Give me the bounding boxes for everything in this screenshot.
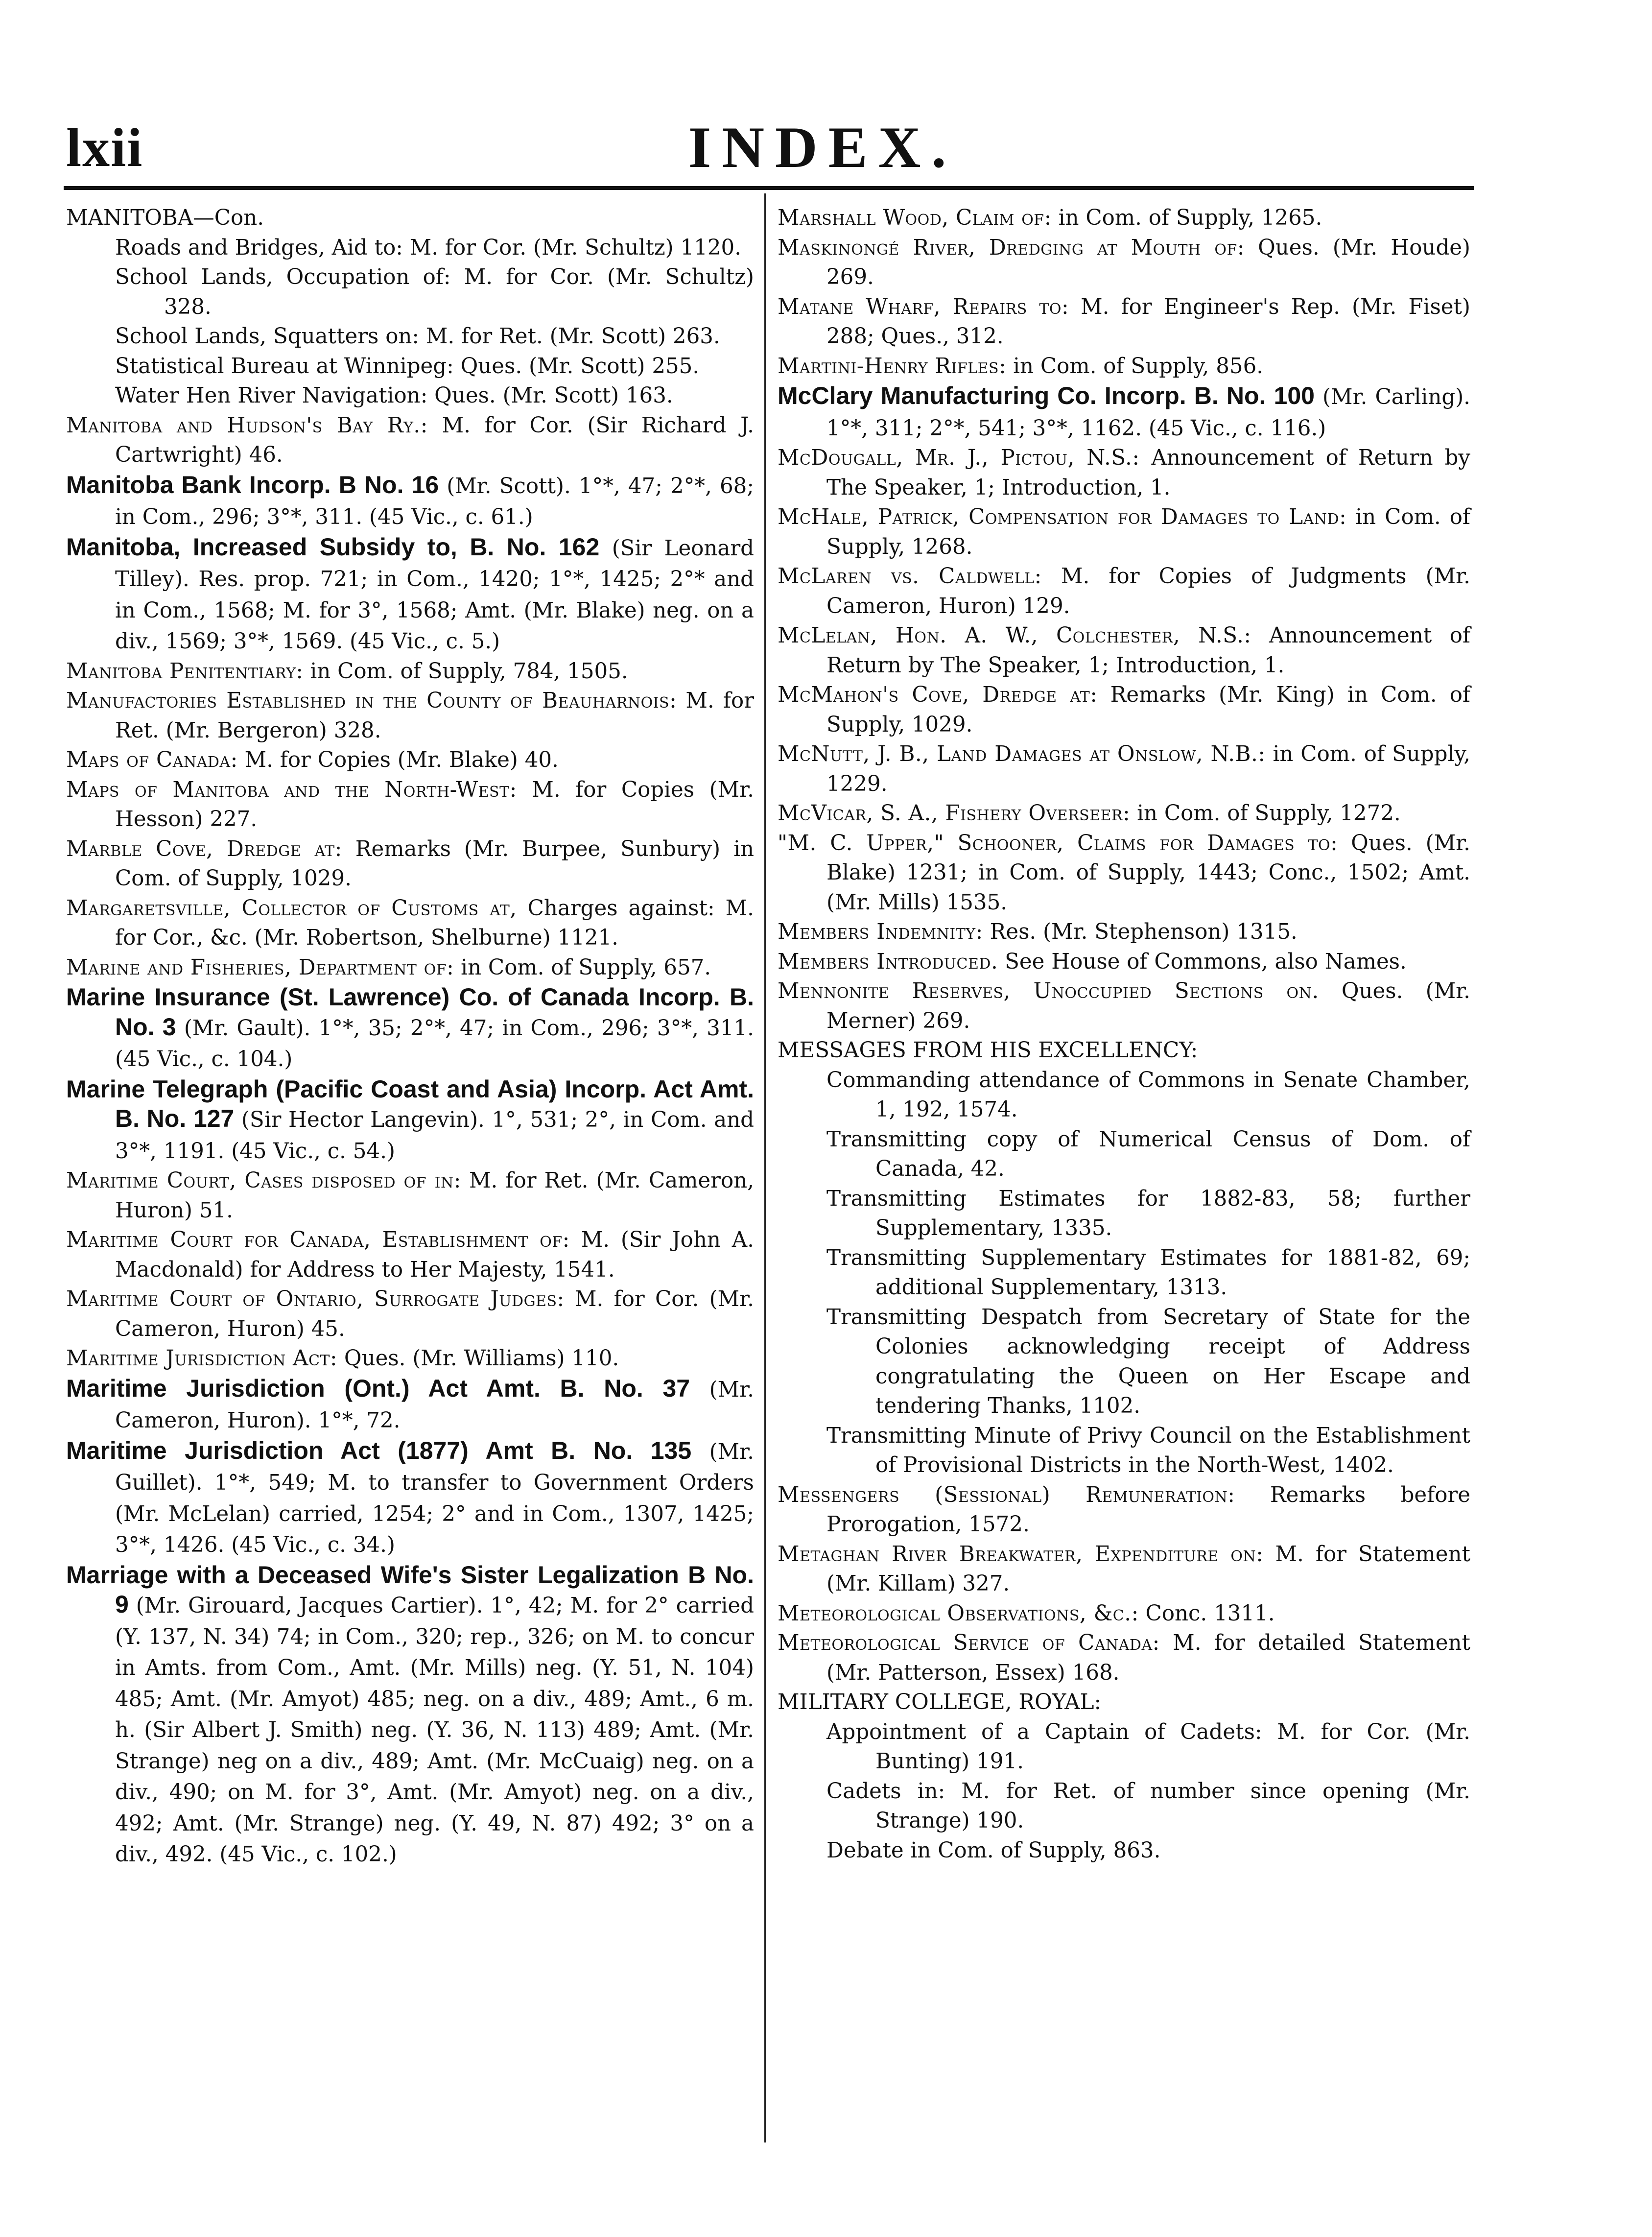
entry-text: M. for Copies (Mr. Blake) 40. (237, 748, 559, 772)
entry-text: M. (Sir John A. Macdonald) for Address to Her Majesty, 1541. (115, 1228, 754, 1282)
entry-heading: "M. C. Upper," Schooner, Claims for Damages to: (778, 831, 1338, 856)
entry-text: M. for Cor. (Mr. Cameron, Huron) 45. (115, 1287, 754, 1341)
entry-text: Transmitting Supplementary Estimates for 1881-82, 69; additional Supplementary, 1313. (826, 1245, 1470, 1300)
entry-heading: Martini-Henry Rifles: (778, 354, 1007, 379)
entry-text: Remarks (Mr. Burpee, Sunbury) in Com. of Supply, 1029. (115, 836, 755, 891)
entry-heading: McLaren vs. Caldwell: (778, 564, 1042, 589)
index-entry (66, 1074, 754, 1166)
entry-text: (Mr. Guillet). 1°*, 549; M. to transfer to Government Orders (Mr. McLelan) carried, 1254; 2° and in Com., 1307, 1425; 3°*, 1426. (45 Vic., c. 34.) (115, 1439, 754, 1557)
right-column (778, 203, 1470, 1865)
entry-heading: Maritime Jurisdiction Act: (66, 1346, 338, 1371)
index-entry (778, 1688, 1470, 1717)
index-entry (778, 680, 1470, 739)
entry-heading: Marriage with a Deceased Wife's Sister Legalization B No. 9 (66, 1561, 754, 1618)
entry-text: Announcement of Return by The Speaker, 1; Introduction, 1. (826, 446, 1470, 500)
index-entry (66, 470, 754, 532)
entry-heading: Matane Wharf, Repairs to: (778, 294, 1069, 319)
index-entry (66, 352, 754, 381)
left-column (66, 203, 754, 1870)
entry-heading: Members Indemnity: (778, 920, 983, 944)
entry-heading: Mennonite Reserves, Unoccupied Sections on. (778, 979, 1319, 1003)
index-entry (66, 1560, 754, 1870)
entry-text: Ques. (Mr. Merner) 269. (826, 979, 1470, 1033)
entry-heading: Maritime Court, Cases disposed of in: (66, 1168, 461, 1193)
entry-heading: Manitoba, Increased Subsidy to, B. No. 162 (66, 533, 600, 561)
entry-text: Charges against: M. for Cor., &c. (Mr. Robertson, Shelburne) 1121. (115, 896, 754, 950)
index-entry (778, 443, 1470, 502)
index-entry (778, 1836, 1470, 1866)
index-entry (66, 745, 754, 775)
entry-text: (Sir Leonard Tilley). Res. prop. 721; in Com., 1420; 1°*, 1425; 2°* and in Com., 1568; M. for 3°, 1568; Amt. (Mr. Blake) neg. on a div., 1569; 3°*, 1569. (45 Vic., c. 5.) (115, 536, 754, 654)
entry-text: (Mr. Gault). 1°*, 35; 2°*, 47; in Com., 296; 3°*, 311. (45 Vic., c. 104.) (115, 1016, 754, 1071)
index-entry (66, 982, 754, 1074)
index-entry (778, 621, 1470, 680)
index-entry (66, 953, 754, 983)
index-entry (778, 1540, 1470, 1599)
entry-text: School Lands, Squatters on: M. for Ret. (Mr. Scott) 263. (115, 324, 720, 349)
entry-heading: McVicar, S. A., Fishery Overseer: (778, 801, 1131, 826)
entry-heading: Marshall Wood, Claim of: (778, 206, 1052, 230)
entry-text: M. for Copies of Judgments (Mr. Cameron, Huron) 129. (826, 564, 1470, 619)
entry-heading: McDougall, Mr. J., Pictou, N.S.: (778, 446, 1140, 470)
index-entry (66, 532, 754, 657)
index-entry (778, 1036, 1470, 1066)
entry-text: in Com. of Supply, 856. (1006, 354, 1264, 379)
index-entry (778, 947, 1470, 977)
entry-heading: Manitoba Bank Incorp. B No. 16 (66, 471, 439, 499)
index-entry (66, 657, 754, 687)
index-entry (778, 1777, 1470, 1836)
entry-text: in Com. of Supply, 1268. (826, 505, 1471, 559)
entry-heading: Maritime Jurisdiction Act (1877) Amt B. No. 135 (66, 1436, 692, 1464)
entry-text: M. for Cor. (Sir Richard J. Cartwright) 46. (115, 413, 754, 467)
index-entry (778, 829, 1470, 918)
index-entry (778, 233, 1470, 292)
index-entry (66, 1285, 754, 1344)
entry-text: Transmitting Despatch from Secretary of State for the Colonies acknowledging receipt of Address congratulating the Queen on Her Escape and tendering Thanks, 1102. (826, 1305, 1470, 1418)
index-entry (778, 799, 1470, 829)
entry-heading: Meteorological Observations, &c.: (778, 1601, 1139, 1626)
index-entry (66, 1374, 754, 1436)
entry-heading: Manitoba Penitentiary: (66, 659, 304, 684)
index-entry (778, 1125, 1470, 1184)
entry-text: (Mr. Carling). 1°*, 311; 2°*, 541; 3°*, 1162. (45 Vic., c. 116.) (826, 385, 1470, 441)
index-entry (66, 322, 754, 352)
index-entry (778, 502, 1470, 562)
entry-heading: Maps of Canada: (66, 748, 238, 772)
index-entry (778, 917, 1470, 947)
entry-heading: Marble Cove, Dredge at: (66, 836, 342, 861)
entry-text: Statistical Bureau at Winnipeg: Ques. (Mr. Scott) 255. (115, 354, 700, 379)
index-entry (66, 1344, 754, 1374)
index-entry (778, 381, 1470, 443)
entry-text: Remarks before Prorogation, 1572. (826, 1482, 1470, 1537)
index-entry (66, 203, 754, 233)
entry-heading: Maskinongé River, Dredging at Mouth of: (778, 235, 1245, 260)
entry-text: Announcement of Return by The Speaker, 1; Introduction, 1. (826, 623, 1470, 678)
index-entry (778, 976, 1470, 1036)
header-rule (64, 186, 1474, 190)
entry-heading: McHale, Patrick, Compensation for Damages to Land: (778, 505, 1347, 529)
entry-text: M. for Ret. (Mr. Cameron, Huron) 51. (115, 1168, 754, 1223)
entry-text: M. for detailed Statement (Mr. Patterson, Essex) 168. (826, 1631, 1471, 1685)
entry-heading: Manufactories Established in the County of Beauharnois: (66, 689, 677, 713)
column-divider (764, 193, 766, 2142)
entry-heading: Marine Telegraph (Pacific Coast and Asia) Incorp. Act Amt. B. No. 127 (66, 1075, 754, 1132)
entry-heading: Messengers (Sessional) Remuneration: (778, 1482, 1235, 1507)
index-entry (778, 1628, 1470, 1688)
index-entry (66, 894, 754, 953)
entry-text: in Com. of Supply, 1265. (1051, 206, 1322, 230)
entry-text: in Com. of Supply, 1272. (1130, 801, 1401, 826)
entry-text: Water Hen River Navigation: Ques. (Mr. Scott) 163. (115, 383, 673, 408)
entry-text: (Mr. Scott). 1°*, 47; 2°*, 68; in Com., 296; 3°*, 311. (45 Vic., c. 61.) (115, 474, 755, 529)
index-entry (778, 1303, 1470, 1421)
index-entry (778, 1480, 1470, 1540)
entry-text: in Com. of Supply, 657. (454, 955, 711, 980)
entry-text: in Com. of Supply, 784, 1505. (303, 659, 628, 684)
entry-text: School Lands, Occupation of: M. for Cor. (Mr. Schultz) 328. (115, 265, 754, 319)
index-entry (778, 1066, 1470, 1125)
index-entry (66, 1225, 754, 1285)
index-entry (778, 1421, 1470, 1480)
index-entry (66, 1166, 754, 1225)
index-entry (778, 292, 1470, 352)
index-entry (778, 739, 1470, 799)
entry-text: Transmitting Estimates for 1882-83, 58; further Supplementary, 1335. (826, 1186, 1470, 1240)
entry-text: Ques. (Mr. Williams) 110. (337, 1346, 619, 1371)
page-number: lxii (66, 118, 143, 178)
entry-text: in Com. of Supply, 1229. (826, 742, 1470, 796)
entry-text: Transmitting copy of Numerical Census of Dom. of Canada, 42. (826, 1127, 1470, 1181)
entry-text: Debate in Com. of Supply, 863. (826, 1838, 1161, 1863)
index-entry (66, 775, 754, 834)
entry-text: Cadets in: M. for Ret. of number since opening (Mr. Strange) 190. (826, 1779, 1470, 1833)
entry-heading: Marine and Fisheries, Department of: (66, 955, 454, 980)
entry-heading: Maritime Court for Canada, Establishment of: (66, 1228, 570, 1252)
entry-text: M. for Statement (Mr. Killam) 327. (826, 1542, 1470, 1596)
entry-heading: Metaghan River Breakwater, Expenditure on: (778, 1542, 1264, 1567)
index-entry (66, 262, 754, 322)
entry-text: Ques. (Mr. Houde) 269. (826, 235, 1471, 289)
entry-text: M. for Engineer's Rep. (Mr. Fiset) 288; Ques., 312. (826, 294, 1470, 349)
entry-text: (Sir Hector Langevin). 1°, 531; 2°, in Com. and 3°*, 1191. (45 Vic., c. 54.) (115, 1108, 755, 1164)
index-entry (66, 381, 754, 411)
entry-text: Appointment of a Captain of Cadets: M. for Cor. (Mr. Bunting) 191. (826, 1719, 1470, 1774)
entry-heading: McNutt, J. B., Land Damages at Onslow, N.B.: (778, 742, 1266, 766)
index-entry (778, 1243, 1470, 1303)
index-entry (66, 686, 754, 745)
entry-text: (Mr. Girouard, Jacques Cartier). 1°, 42; M. for 2° carried (Y. 137, N. 34) 74; in Com., 320; rep., 326; on M. to concur in Amts. from Com., Amt. (Mr. Mills) neg. (Y. 51, N. 104) 485; Amt. (Mr. Amyot) 485; neg. on a div., 489; Amt., 6 m. h. (Sir Albert J. Smith) neg. (Y. 36, N. 113) 489; Amt. (Mr. Strange) neg on a div., 489; Amt. (Mr. McCuaig) neg. on a div., 490; on M. for 3°, Amt. (Mr. Amyot) neg. on a div., 492; Amt. (Mr. Strange) neg. (Y. 49, N. 87) 492; 3° on a div., 492. (45 Vic., c. 102.) (115, 1594, 754, 1867)
page-title: INDEX. (688, 115, 957, 180)
entry-heading: MILITARY COLLEGE, ROYAL: (778, 1690, 1102, 1714)
entry-text: Conc. 1311. (1138, 1601, 1275, 1626)
index-entry (66, 834, 754, 894)
entry-heading: Maritime Jurisdiction (Ont.) Act Amt. B. No. 37 (66, 1374, 690, 1402)
entry-text: M. for Ret. (Mr. Bergeron) 328. (115, 689, 754, 743)
index-entry (778, 1599, 1470, 1629)
entry-text: Transmitting Minute of Privy Council on the Establishment of Provisional Districts in the North-West, 1402. (826, 1423, 1470, 1477)
entry-text: See House of Commons, also Names. (998, 949, 1407, 974)
entry-text: (Mr. Cameron, Huron). 1°*, 72. (115, 1377, 754, 1433)
entry-text: M. for Copies (Mr. Hesson) 227. (115, 777, 755, 832)
entry-heading: McMahon's Cove, Dredge at: (778, 683, 1098, 707)
entry-heading: Maritime Court of Ontario, Surrogate Judges: (66, 1287, 565, 1311)
index-entry (66, 233, 754, 263)
entry-heading: Meteorological Service of Canada: (778, 1631, 1160, 1655)
entry-heading: McClary Manufacturing Co. Incorp. B. No. 100 (778, 382, 1315, 409)
index-entry (778, 203, 1470, 233)
entry-heading: McLelan, Hon. A. W., Colchester, N.S.: (778, 623, 1251, 648)
entry-heading: Manitoba and Hudson's Bay Ry.: (66, 413, 428, 438)
index-entry (66, 1436, 754, 1560)
entry-text: Commanding attendance of Commons in Senate Chamber, 1, 192, 1574. (826, 1068, 1470, 1122)
entry-heading: Marine Insurance (St. Lawrence) Co. of Canada Incorp. B. No. 3 (66, 983, 754, 1041)
entry-heading: Members Introduced. (778, 949, 998, 974)
entry-text: Ques. (Mr. Blake) 1231; in Com. of Supply, 1443; Conc., 1502; Amt. (Mr. Mills) 1535. (826, 831, 1470, 915)
index-entry (66, 411, 754, 470)
entry-heading: MESSAGES FROM HIS EXCELLENCY: (778, 1038, 1198, 1063)
index-entry (778, 352, 1470, 381)
entry-text: Roads and Bridges, Aid to: M. for Cor. (Mr. Schultz) 1120. (115, 235, 742, 260)
entry-heading: Maps of Manitoba and the North-West: (66, 777, 517, 802)
entry-heading: Margaretsville, Collector of Customs at, (66, 896, 517, 921)
entry-text: Remarks (Mr. King) in Com. of Supply, 1029. (826, 683, 1470, 737)
index-entry (778, 562, 1470, 621)
index-entry (778, 1717, 1470, 1777)
entry-text: Res. (Mr. Stephenson) 1315. (983, 920, 1298, 944)
entry-heading: MANITOBA—Con. (66, 206, 264, 230)
index-entry (778, 1184, 1470, 1243)
